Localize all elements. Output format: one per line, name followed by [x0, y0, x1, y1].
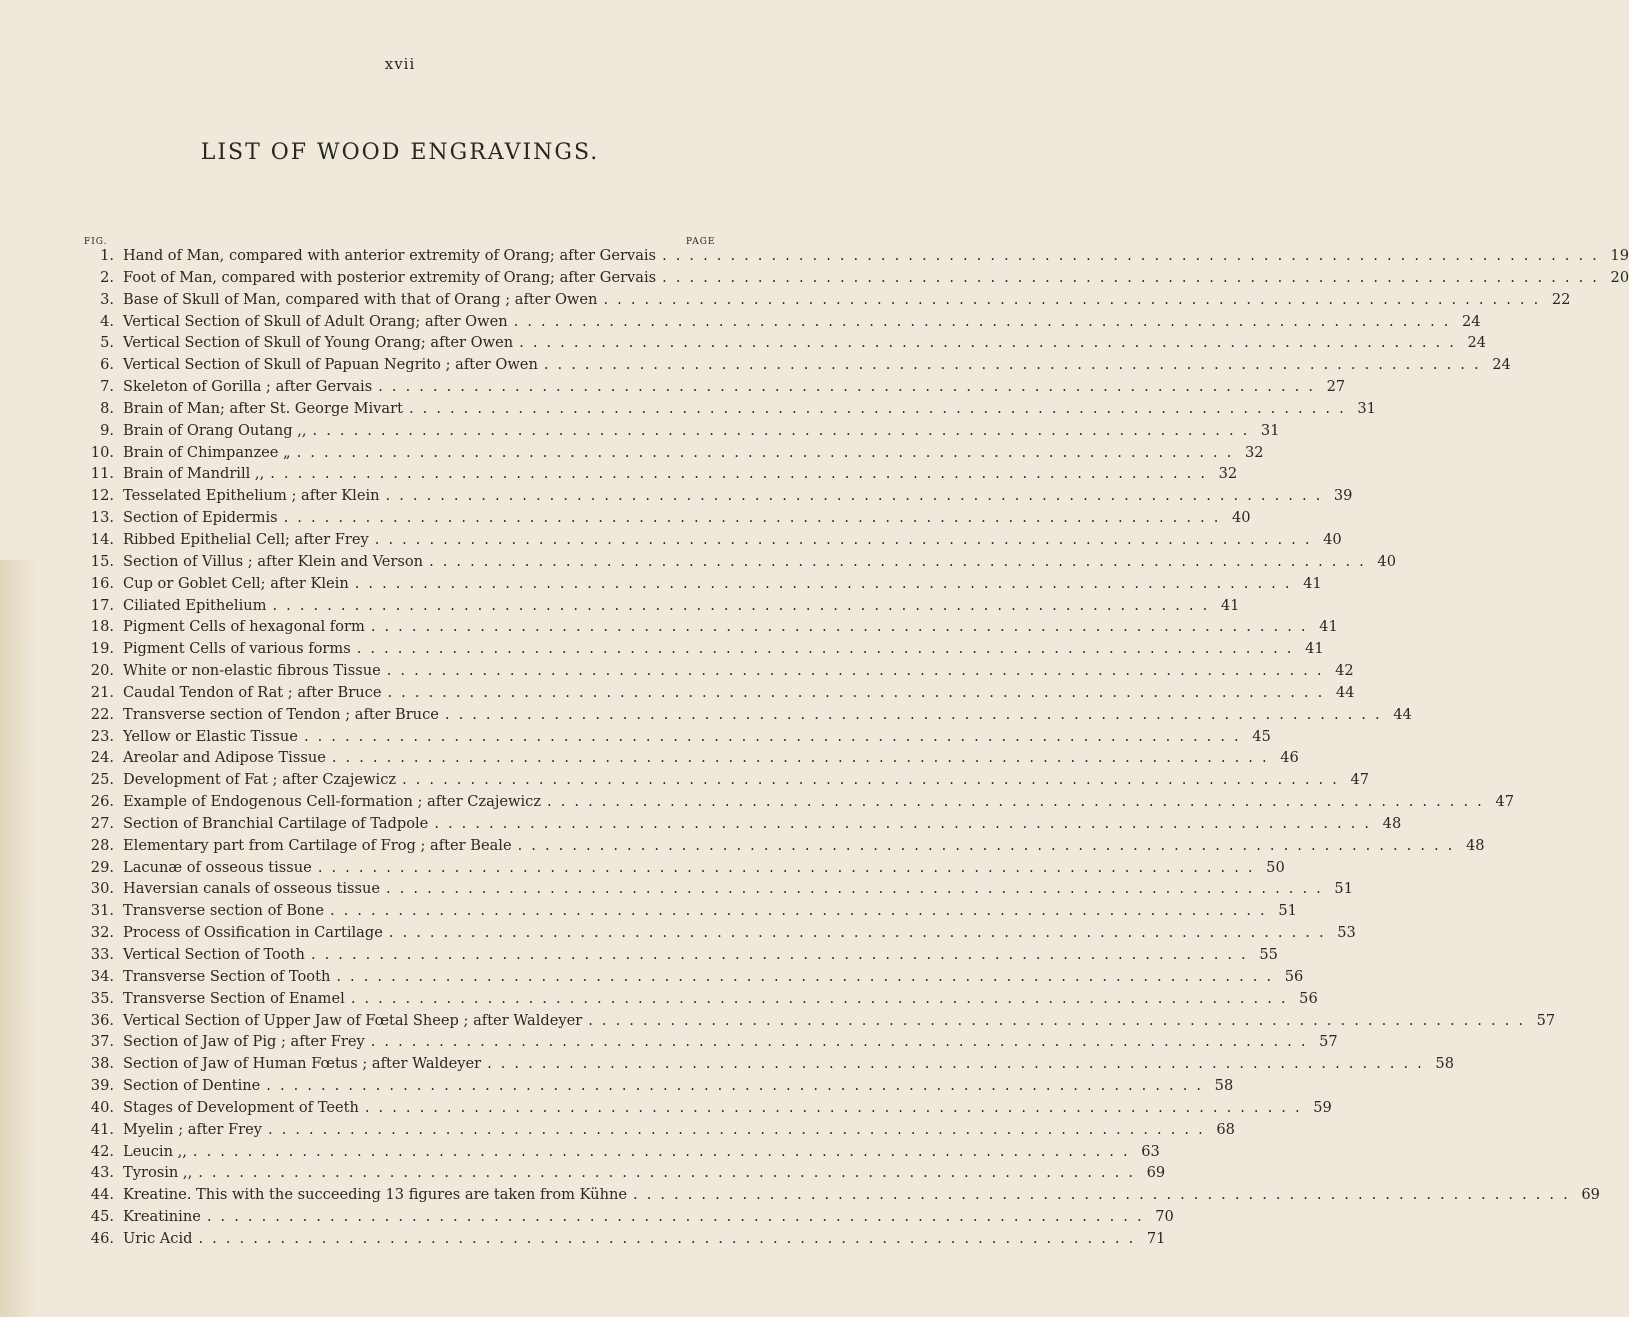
figure-description: Pigment Cells of hexagonal form	[123, 618, 365, 636]
figure-number: 22.	[90, 705, 114, 723]
figure-number: 36.	[90, 1011, 114, 1029]
list-item	[84, 268, 1629, 291]
dot-leader	[423, 553, 1366, 570]
page-reference: 46	[1280, 749, 1299, 767]
list-item	[84, 836, 1485, 859]
figure-description: Transverse Section of Enamel	[123, 989, 345, 1007]
list-item	[84, 618, 1338, 640]
dot-leader	[381, 662, 1324, 679]
figure-description: Section of Jaw of Pig ; after Frey	[123, 1033, 365, 1051]
list-item	[84, 1077, 1234, 1099]
page-number: xvii	[384, 55, 416, 73]
page-reference: 31	[1260, 421, 1280, 439]
figure-description: Vertical Section of Tooth	[123, 946, 305, 963]
figure-number: 37.	[90, 1033, 114, 1051]
dot-leader	[264, 465, 1207, 482]
list-item	[84, 1055, 1454, 1077]
page-reference: 58	[1435, 1055, 1454, 1073]
figure-number: 29.	[90, 858, 114, 876]
page-reference: 51	[1278, 902, 1297, 920]
dot-leader	[380, 487, 1323, 504]
list-item	[84, 509, 1251, 531]
figure-number: 38.	[90, 1055, 114, 1073]
figure-number: 42.	[90, 1142, 114, 1160]
page-reference: 48	[1465, 836, 1485, 854]
figure-description: Leucin ,,	[123, 1142, 187, 1160]
figure-description: Vertical Section of Skull of Adult Orang; after Owen	[123, 312, 508, 330]
figure-number: 19.	[90, 640, 114, 658]
dot-leader	[324, 902, 1267, 919]
dot-leader	[538, 356, 1481, 373]
list-item	[84, 1142, 1160, 1165]
dot-leader	[330, 968, 1273, 985]
page-reference: 24	[1492, 356, 1511, 374]
dot-leader	[359, 1099, 1302, 1116]
dot-leader	[508, 313, 1451, 330]
list-item	[84, 1229, 1166, 1252]
figure-number: 26.	[90, 793, 114, 811]
list-item	[84, 465, 1238, 487]
dot-leader	[627, 1186, 1570, 1203]
dot-leader	[383, 924, 1326, 941]
figure-description: Brain of Orang Outang ,,	[123, 421, 307, 439]
figure-number: 7.	[100, 378, 114, 396]
dot-leader	[365, 618, 1308, 635]
figure-description: Process of Ossification in Cartilage	[123, 924, 383, 942]
dot-leader	[541, 793, 1484, 810]
page-reference: 41	[1319, 618, 1338, 636]
figure-description: Transverse Section of Tooth	[123, 967, 331, 985]
page-reference: 69	[1581, 1186, 1600, 1204]
page-reference: 63	[1141, 1142, 1160, 1160]
dot-leader	[381, 684, 1324, 701]
dot-leader	[512, 837, 1455, 854]
figure-number: 23.	[90, 727, 114, 745]
figure-number: 20.	[90, 662, 114, 680]
list-item	[84, 662, 1354, 684]
list-item	[84, 334, 1487, 356]
dot-leader	[291, 444, 1234, 461]
figure-description: Stages of Development of Teeth	[123, 1098, 359, 1116]
figure-description: Hand of Man, compared with anterior extremity of Orang; after Gervais	[123, 247, 657, 264]
list-item	[84, 290, 1571, 313]
page-column-header: PAGE	[686, 237, 716, 247]
page-reference: 19	[1610, 247, 1629, 264]
list-item	[84, 552, 1396, 575]
figure-description: Elementary part from Cartilage of Frog ; after Beale	[123, 836, 512, 854]
figure-description: Transverse section of Tendon ; after Bruce	[123, 705, 439, 723]
figure-number: 6.	[100, 356, 114, 374]
figure-description: Base of Skull of Man, compared with that of Orang ; after Owen	[123, 290, 598, 308]
dot-leader	[267, 597, 1210, 614]
list-item	[84, 1120, 1235, 1143]
page-reference: 24	[1467, 334, 1487, 352]
page-reference: 44	[1393, 705, 1412, 723]
figure-description: Kreatinine	[123, 1208, 201, 1226]
dot-leader	[369, 531, 1312, 548]
page-reference: 41	[1220, 596, 1240, 614]
figure-description: Yellow or Elastic Tissue	[123, 727, 298, 745]
page-reference: 24	[1462, 312, 1481, 330]
figure-description: Caudal Tendon of Rat ; after Bruce	[123, 683, 382, 701]
page-reference: 40	[1231, 509, 1251, 527]
figure-number: 46.	[90, 1229, 114, 1247]
figure-description: Vertical Section of Skull of Young Orang; after Owen	[123, 334, 514, 352]
dot-leader	[192, 1230, 1135, 1247]
page-reference: 71	[1146, 1229, 1166, 1247]
list-item	[84, 312, 1481, 335]
page-reference: 40	[1323, 530, 1342, 548]
page-reference: 41	[1305, 640, 1324, 658]
figure-number: 12.	[90, 487, 114, 505]
figure-number: 30.	[90, 880, 114, 898]
list-item	[84, 1033, 1338, 1055]
figure-description: Section of Jaw of Human Fœtus ; after Waldeyer	[123, 1055, 482, 1073]
dot-leader	[439, 706, 1382, 723]
figure-description: Brain of Chimpanzee „	[123, 443, 291, 461]
list-item	[84, 487, 1353, 509]
figure-number: 8.	[100, 399, 114, 417]
list-item	[84, 378, 1346, 400]
page-reference: 45	[1252, 727, 1271, 745]
figure-description: Section of Branchial Cartilage of Tadpole	[123, 814, 429, 832]
figure-description: Foot of Man, compared with posterior extremity of Orang; after Gervais	[123, 268, 657, 286]
list-item	[84, 399, 1376, 422]
figure-description: Lacunæ of osseous tissue	[123, 858, 312, 876]
dot-leader	[278, 509, 1221, 526]
page-reference: 39	[1333, 487, 1353, 505]
figure-description: Kreatine. This with the succeeding 13 figures are taken from Kühne	[123, 1186, 628, 1204]
page-reference: 53	[1337, 924, 1356, 942]
figure-description: Vertical Section of Upper Jaw of Fœtal Sheep ; after Waldeyer	[123, 1011, 583, 1029]
page-reference: 41	[1303, 574, 1322, 592]
figure-number: 40.	[90, 1098, 114, 1116]
page-reference: 70	[1155, 1208, 1174, 1226]
page-reference: 51	[1334, 880, 1353, 898]
figure-description: White or non-elastic fibrous Tissue	[123, 662, 381, 680]
figure-number: 5.	[100, 334, 114, 352]
figure-description: Section of Villus ; after Klein and Verson	[123, 552, 424, 570]
page-reference: 44	[1335, 683, 1355, 701]
figure-description: Skeleton of Gorilla ; after Gervais	[123, 378, 373, 396]
figure-number: 17.	[90, 596, 114, 614]
figure-number: 27.	[90, 814, 114, 832]
page-reference: 22	[1551, 290, 1571, 308]
figure-description: Tesselated Epithelium ; after Klein	[123, 487, 380, 505]
figure-description: Example of Endogenous Cell-formation ; after Czajewicz	[123, 793, 542, 811]
figure-number: 24.	[90, 749, 114, 767]
list-item	[84, 967, 1304, 990]
dot-leader	[262, 1121, 1205, 1138]
list-item	[84, 356, 1511, 378]
figure-description: Uric Acid	[123, 1229, 193, 1247]
figure-number: 16.	[90, 574, 114, 592]
figure-number: 28.	[90, 836, 114, 854]
list-item	[84, 924, 1356, 946]
figure-description: Cup or Goblet Cell; after Klein	[123, 574, 349, 592]
list-item	[84, 1208, 1174, 1230]
dot-leader	[481, 1055, 1424, 1072]
figure-number: 43.	[90, 1164, 114, 1182]
list-item	[84, 771, 1370, 793]
list-item	[84, 530, 1342, 553]
list-item	[84, 880, 1353, 902]
list-item	[84, 727, 1271, 750]
page-reference: 56	[1284, 967, 1304, 985]
figure-description: Brain of Mandrill ,,	[123, 465, 265, 483]
dot-leader	[513, 334, 1456, 351]
page-reference: 48	[1382, 814, 1402, 832]
list-item	[84, 814, 1402, 837]
dot-leader	[365, 1033, 1308, 1050]
figure-description: Tyrosin ,,	[123, 1164, 193, 1182]
page-reference: 57	[1319, 1033, 1338, 1051]
list-item	[84, 902, 1297, 924]
figure-description: Ciliated Epithelium	[123, 596, 267, 614]
figure-number: 44.	[90, 1186, 114, 1204]
list-item	[84, 989, 1318, 1012]
list-item	[84, 858, 1285, 881]
page-reference: 55	[1259, 946, 1278, 963]
figure-number: 18.	[90, 618, 114, 636]
dot-leader	[403, 400, 1346, 417]
figure-number: 33.	[90, 946, 114, 963]
list-item	[84, 421, 1280, 444]
page-reference: 69	[1146, 1164, 1166, 1182]
figure-description: Pigment Cells of various forms	[123, 640, 351, 658]
list-item	[84, 749, 1299, 771]
figure-description: Transverse section of Bone	[123, 902, 324, 920]
page-reference: 40	[1377, 552, 1396, 570]
dot-leader	[380, 880, 1323, 897]
page-reference: 50	[1266, 858, 1285, 876]
figure-description: Section of Dentine	[123, 1077, 261, 1095]
page-reference: 32	[1244, 443, 1264, 461]
page-reference: 58	[1214, 1077, 1234, 1095]
figure-description: Vertical Section of Skull of Papuan Negrito ; after Owen	[123, 356, 538, 374]
figure-description: Section of Epidermis	[123, 509, 278, 527]
dot-leader	[372, 378, 1315, 395]
dot-leader	[351, 640, 1294, 657]
figure-number: 14.	[90, 530, 114, 548]
figure-number: 15.	[90, 552, 114, 570]
list-item	[84, 1098, 1332, 1121]
figure-description: Areolar and Adipose Tissue	[123, 749, 326, 767]
list-item	[84, 1011, 1556, 1034]
dot-leader	[349, 575, 1292, 592]
page-reference: 31	[1357, 399, 1376, 417]
figure-description: Brain of Man; after St. George Mivart	[123, 399, 403, 417]
dot-leader	[187, 1143, 1130, 1160]
page-reference: 20	[1610, 268, 1629, 286]
fig-column-header: FIG.	[84, 237, 108, 247]
figure-number: 45.	[90, 1208, 114, 1226]
dot-leader	[345, 990, 1288, 1007]
dot-leader	[305, 946, 1248, 963]
dot-leader	[656, 247, 1599, 264]
list-item	[84, 596, 1240, 619]
dot-leader	[201, 1208, 1144, 1225]
figure-number: 32.	[90, 924, 114, 942]
dot-leader	[656, 269, 1599, 286]
figure-number: 10.	[90, 443, 114, 461]
dot-leader	[260, 1077, 1203, 1094]
figure-number: 3.	[100, 290, 114, 308]
dot-leader	[192, 1164, 1135, 1181]
figure-number: 11.	[90, 465, 114, 483]
figure-description: Ribbed Epithelial Cell; after Frey	[123, 530, 369, 548]
figure-number: 9.	[100, 421, 114, 439]
list-item	[84, 1164, 1166, 1186]
page-reference: 32	[1218, 465, 1238, 483]
figure-number: 25.	[90, 771, 114, 789]
figure-number: 2.	[100, 268, 114, 286]
figure-number: 1.	[100, 247, 114, 264]
figure-description: Myelin ; after Frey	[123, 1120, 262, 1138]
figure-description: Haversian canals of osseous tissue	[123, 880, 381, 898]
page-edge-stain	[0, 560, 38, 1317]
page-reference: 42	[1335, 662, 1354, 680]
dot-leader	[597, 291, 1540, 308]
page-reference: 59	[1313, 1098, 1332, 1116]
list-item	[84, 640, 1324, 662]
figure-number: 39.	[90, 1077, 114, 1095]
dot-leader	[312, 859, 1255, 876]
dot-leader	[307, 422, 1250, 439]
list-item	[84, 1186, 1600, 1208]
figure-number: 4.	[100, 312, 114, 330]
list-item	[84, 705, 1412, 728]
dot-leader	[298, 728, 1241, 745]
figure-number: 21.	[90, 683, 114, 701]
list-item	[84, 683, 1355, 706]
page-reference: 47	[1350, 771, 1370, 789]
page-reference: 56	[1299, 989, 1318, 1007]
dot-leader	[582, 1012, 1525, 1029]
dot-leader	[326, 749, 1269, 766]
page-reference: 57	[1536, 1011, 1556, 1029]
list-item	[84, 574, 1322, 597]
list-item	[84, 443, 1264, 466]
engravings-list	[84, 247, 1629, 1252]
figure-number: 35.	[90, 989, 114, 1007]
list-item	[84, 793, 1514, 815]
list-item	[84, 247, 1629, 269]
dot-leader	[428, 815, 1371, 832]
figure-number: 34.	[90, 967, 114, 985]
figure-number: 41.	[90, 1120, 114, 1138]
figure-description: Development of Fat ; after Czajewicz	[123, 771, 397, 789]
page-reference: 27	[1326, 378, 1346, 396]
figure-number: 13.	[90, 509, 114, 527]
list-item	[84, 946, 1278, 968]
page-reference: 68	[1216, 1120, 1235, 1138]
dot-leader	[396, 771, 1339, 788]
page-reference: 47	[1495, 793, 1514, 811]
page-title: LIST OF WOOD ENGRAVINGS.	[200, 140, 600, 165]
figure-number: 31.	[90, 902, 114, 920]
